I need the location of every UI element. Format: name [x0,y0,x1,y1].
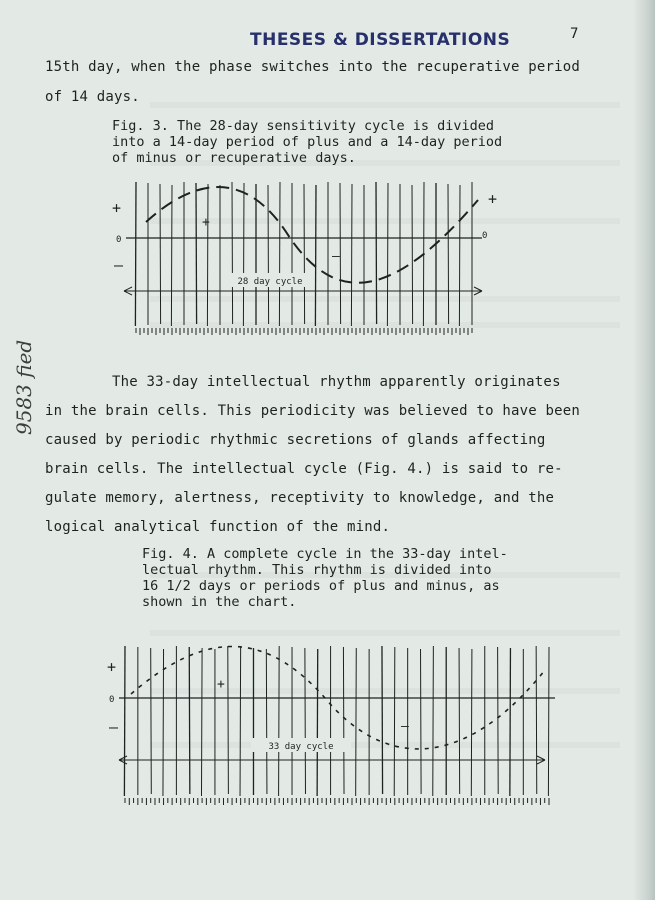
grid-line [433,646,434,796]
cycle-label: 28 day cycle [237,277,303,287]
bleed-through-line [150,102,620,108]
zero-label: 0 [109,695,115,705]
grid-line [305,648,306,794]
plus-label: + [107,658,117,676]
grid-line [163,649,164,796]
plus-marker: + [217,677,225,692]
grid-line [356,648,357,796]
paragraph-line: brain cells. The intellectual cycle (Fig. 4.) is said to re- [45,461,563,477]
grid-line [266,649,267,794]
grid-line [548,647,549,796]
grid-line [459,648,460,794]
paragraph-line: caused by periodic rhythmic secretions of glands affecting [45,432,546,448]
figure-caption: shown in the chart. [142,594,297,610]
grid-line [387,183,388,326]
plus-marker: + [202,215,210,230]
grid-line [459,185,460,326]
grid-line [317,649,318,796]
zero-label-right: 0 [482,231,488,241]
grid-line [279,182,280,326]
grid-line [160,184,161,324]
paragraph-line: The 33-day intellectual rhythm apparently originates [112,374,561,390]
grid-line [510,648,511,796]
grid-line [448,184,449,324]
grid-line [412,185,413,324]
grid-line [376,182,377,324]
grid-line [240,647,241,796]
paragraph-line: 15th day, when the phase switches into the recuperative period [45,59,580,75]
grid-line [382,646,383,794]
grid-line [498,647,499,794]
plus-label-right: + [488,190,498,208]
page-edge-shadow [633,0,655,900]
scan-footer-strip [6,891,7,896]
figure-caption: into a 14-day period of plus and a 14-day period [112,134,503,150]
grid-line [421,649,422,794]
grid-line [340,183,341,324]
bottom-tick-marks [136,328,472,335]
paragraph-line: of 14 days. [45,89,140,105]
grid-line [304,184,305,324]
handwritten-margin-note: 9583 fied [12,339,36,435]
grid-line [536,646,537,794]
grid-line [343,647,344,794]
paragraph-line: in the brain cells. This periodicity was believed to have been [45,403,580,419]
zero-label: 0 [116,235,122,245]
grid-line [268,185,269,324]
grid-line [201,648,202,796]
figure-caption: Fig. 4. A complete cycle in the 33-day intel- [142,546,508,562]
grid-line [243,183,244,326]
page-number: 7 [570,26,579,42]
grid-line [279,646,280,796]
bottom-tick-marks [125,798,549,805]
paragraph-line: gulate memory, alertness, receptivity to knowledge, and the [45,490,555,506]
figure-caption: Fig. 3. The 28-day sensitivity cycle is divided [112,118,495,134]
minus-marker: – [332,249,340,264]
grid-line [228,646,229,794]
figure-caption: of minus or recuperative days. [112,150,356,166]
grid-line [351,184,352,326]
intellectual-cycle-diagram [105,640,565,810]
plus-label: + [112,199,122,217]
day-grid-lines [135,182,472,326]
sensitivity-cycle-diagram [110,178,510,338]
paragraph-line: logical analytical function of the mind. [45,519,391,535]
day-grid-lines [124,646,549,796]
grid-line [394,647,395,796]
grid-line [196,183,197,324]
figure-caption: lectual rhythm. This rhythm is divided into [142,562,492,578]
bleed-through-line [150,630,620,636]
minus-marker: – [401,719,409,734]
grid-line [124,646,125,796]
grid-line [471,649,472,796]
grid-line [232,182,233,324]
grid-line [189,647,190,794]
minus-label: – [114,256,124,274]
grid-line [207,184,208,326]
grid-line [151,648,152,794]
figure-caption: 16 1/2 days or periods of plus and minus, as [142,578,500,594]
header-stamp: THESES & DISSERTATIONS [250,30,511,50]
minus-label: – [109,718,119,736]
grid-line [315,185,316,326]
cycle-label: 33 day cycle [268,742,334,752]
grid-line [171,185,172,326]
grid-line [135,182,136,326]
